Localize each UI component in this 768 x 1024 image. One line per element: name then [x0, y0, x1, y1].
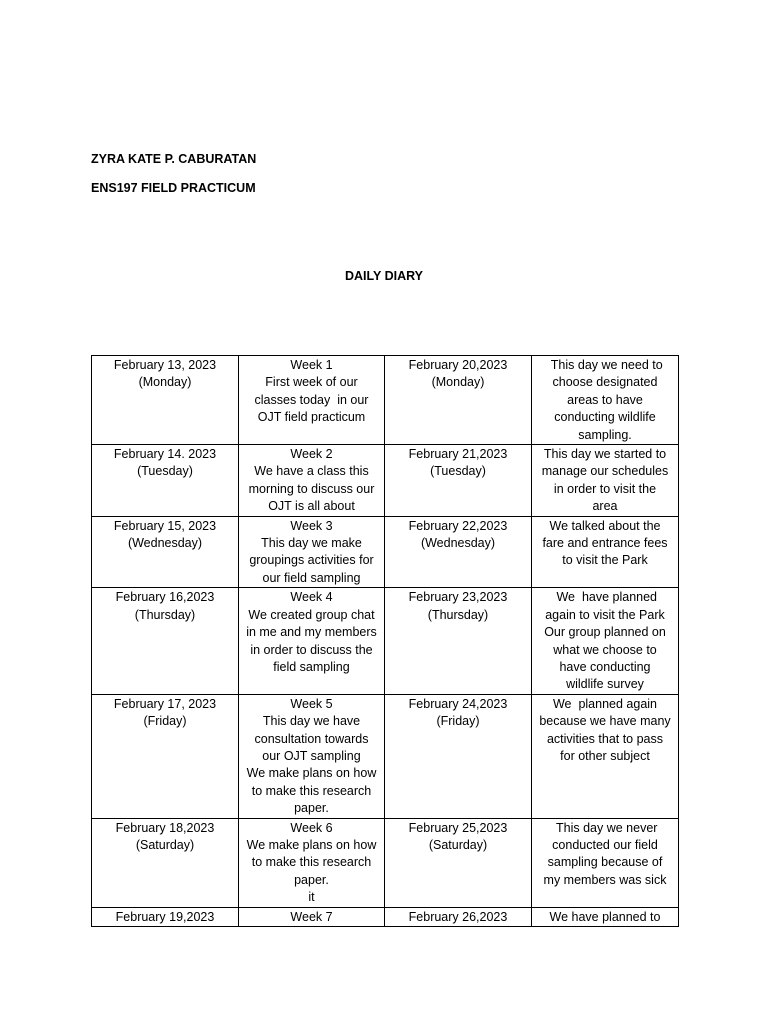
diary-table-body	[92, 356, 679, 927]
first-date-cell	[92, 588, 239, 694]
cell-text-line: This day we started to	[543, 447, 667, 462]
cell-text-line: OJT is all about	[268, 499, 355, 514]
cell-text-line: OJT field practicum	[257, 410, 366, 425]
diary-note-cell	[532, 694, 679, 818]
cell-text-line: have conducting	[559, 659, 651, 674]
cell-text-line: our field sampling	[262, 570, 361, 585]
cell-text-line: (Tuesday)	[430, 464, 486, 479]
cell-text-line: Week 4	[290, 590, 333, 605]
cell-text-line: in order to visit the	[553, 481, 657, 496]
cell-text-line: We talked about the	[549, 518, 661, 533]
cell-text-line: February 21,2023	[408, 447, 508, 462]
second-date-cell	[385, 516, 532, 588]
cell-text-line: in me and my members	[246, 625, 377, 640]
second-date-cell	[385, 818, 532, 907]
week-entry-cell	[239, 907, 385, 926]
cell-text-line: Week 6	[290, 820, 333, 835]
cell-text-line: (Friday)	[436, 714, 480, 729]
cell-text-line: (Wednesday)	[127, 536, 203, 551]
cell-text-line: (Thursday)	[134, 607, 196, 622]
diary-note-cell	[532, 588, 679, 694]
diary-note-cell	[532, 445, 679, 517]
cell-text-line: First week of our	[265, 375, 358, 390]
cell-text-line: sampling because of	[547, 855, 663, 870]
cell-text-line: (Tuesday)	[137, 464, 193, 479]
cell-text-line: February 24,2023	[408, 696, 508, 711]
diary-table	[91, 355, 679, 927]
document-title: DAILY DIARY	[344, 269, 424, 283]
cell-text-line: Week 5	[290, 696, 333, 711]
first-date-cell	[92, 907, 239, 926]
cell-text-line: Week 7	[290, 909, 333, 924]
second-date-cell	[385, 694, 532, 818]
course-title: ENS197 FIELD PRACTICUM	[91, 181, 256, 195]
table-row	[92, 907, 679, 926]
cell-text-line: groupings activities for	[249, 553, 374, 568]
diary-note-cell	[532, 818, 679, 907]
cell-text-line: (Saturday)	[135, 837, 195, 852]
cell-text-line: to visit the Park	[562, 553, 648, 568]
second-date-cell	[385, 356, 532, 445]
cell-text-line: (Wednesday)	[420, 536, 496, 551]
cell-text-line: February 17, 2023	[113, 696, 217, 711]
cell-text-line: February 19,2023	[115, 909, 215, 924]
cell-text-line: classes today in our	[254, 392, 369, 407]
cell-text-line: We have planned	[552, 590, 658, 605]
cell-text-line: it	[308, 890, 315, 905]
cell-text-line: paper.	[294, 801, 329, 816]
week-entry-cell	[239, 818, 385, 907]
second-date-cell	[385, 907, 532, 926]
cell-text-line: (Thursday)	[427, 607, 489, 622]
table-row	[92, 356, 679, 445]
cell-text-line: my members was sick	[543, 872, 667, 887]
first-date-cell	[92, 356, 239, 445]
cell-text-line: We make plans on how	[246, 766, 377, 781]
cell-text-line: We make plans on how	[246, 837, 377, 852]
cell-text-line: to make this research	[251, 783, 372, 798]
cell-text-line: Week 3	[290, 518, 333, 533]
cell-text-line: February 16,2023	[115, 590, 215, 605]
first-date-cell	[92, 818, 239, 907]
cell-text-line: again to visit the Park	[545, 607, 665, 622]
cell-text-line: February 15, 2023	[113, 518, 217, 533]
second-date-cell	[385, 588, 532, 694]
cell-text-line: manage our schedules	[541, 464, 669, 479]
diary-note-cell	[532, 907, 679, 926]
cell-text-line: activities that to pass	[546, 731, 664, 746]
diary-note-cell	[532, 516, 679, 588]
cell-text-line: area	[592, 499, 618, 514]
table-row	[92, 445, 679, 517]
author-name: ZYRA KATE P. CABURATAN	[91, 152, 257, 166]
first-date-cell	[92, 694, 239, 818]
week-entry-cell	[239, 356, 385, 445]
diary-note-cell	[532, 356, 679, 445]
second-date-cell	[385, 445, 532, 517]
cell-text-line: This day we need to	[547, 358, 663, 372]
cell-text-line: We have a class this	[254, 464, 369, 479]
cell-text-line: wildlife survey	[566, 677, 644, 692]
cell-text-line: This day we make	[261, 536, 362, 551]
cell-text-line: Week 1	[290, 358, 333, 372]
cell-text-line: (Monday)	[431, 375, 485, 390]
week-entry-cell	[239, 516, 385, 588]
week-entry-cell	[239, 445, 385, 517]
cell-text-line: February 22,2023	[408, 518, 508, 533]
table-row	[92, 818, 679, 907]
cell-text-line: February 13, 2023	[113, 358, 217, 372]
cell-text-line: This day we have	[262, 714, 361, 729]
cell-text-line: for other subject	[560, 748, 650, 763]
first-date-cell	[92, 445, 239, 517]
table-row	[92, 516, 679, 588]
cell-text-line: consultation towards	[254, 731, 369, 746]
cell-text-line: We have planned to	[549, 909, 661, 924]
cell-text-line: (Monday)	[138, 375, 192, 390]
first-date-cell	[92, 516, 239, 588]
week-entry-cell	[239, 694, 385, 818]
cell-text-line: what we choose to	[553, 642, 657, 657]
cell-text-line: fare and entrance fees	[542, 536, 668, 551]
cell-text-line: to make this research	[251, 855, 372, 870]
cell-text-line: February 14. 2023	[113, 447, 217, 462]
cell-text-line: February 18,2023	[115, 820, 215, 835]
cell-text-line: (Saturday)	[428, 837, 488, 852]
cell-text-line: We created group chat	[248, 607, 375, 622]
week-entry-cell	[239, 588, 385, 694]
cell-text-line: This day we never	[552, 820, 658, 835]
table-row	[92, 588, 679, 694]
cell-text-line: (Friday)	[143, 714, 187, 729]
cell-text-line: conducted our field	[552, 837, 658, 852]
cell-text-line: paper.	[294, 872, 329, 887]
cell-text-line: our OJT sampling	[262, 748, 361, 763]
cell-text-line: choose designated	[552, 375, 658, 390]
cell-text-line: February 23,2023	[408, 590, 508, 605]
cell-text-line: morning to discuss our	[248, 481, 375, 496]
cell-text-line: Week 2	[290, 447, 333, 462]
cell-text-line: February 25,2023	[408, 820, 508, 835]
cell-text-line: areas to have	[567, 392, 643, 407]
cell-text-line: conducting wildlife	[554, 410, 656, 425]
cell-text-line: We planned again	[552, 696, 658, 711]
cell-text-line: February 26,2023	[408, 909, 508, 924]
cell-text-line: sampling.	[578, 427, 632, 442]
cell-text-line: in order to discuss the	[250, 642, 373, 657]
cell-text-line: Our group planned on	[544, 625, 666, 640]
cell-text-line: because we have many	[539, 714, 671, 729]
cell-text-line: February 20,2023	[408, 358, 508, 372]
table-row	[92, 694, 679, 818]
cell-text-line: field sampling	[273, 659, 350, 674]
